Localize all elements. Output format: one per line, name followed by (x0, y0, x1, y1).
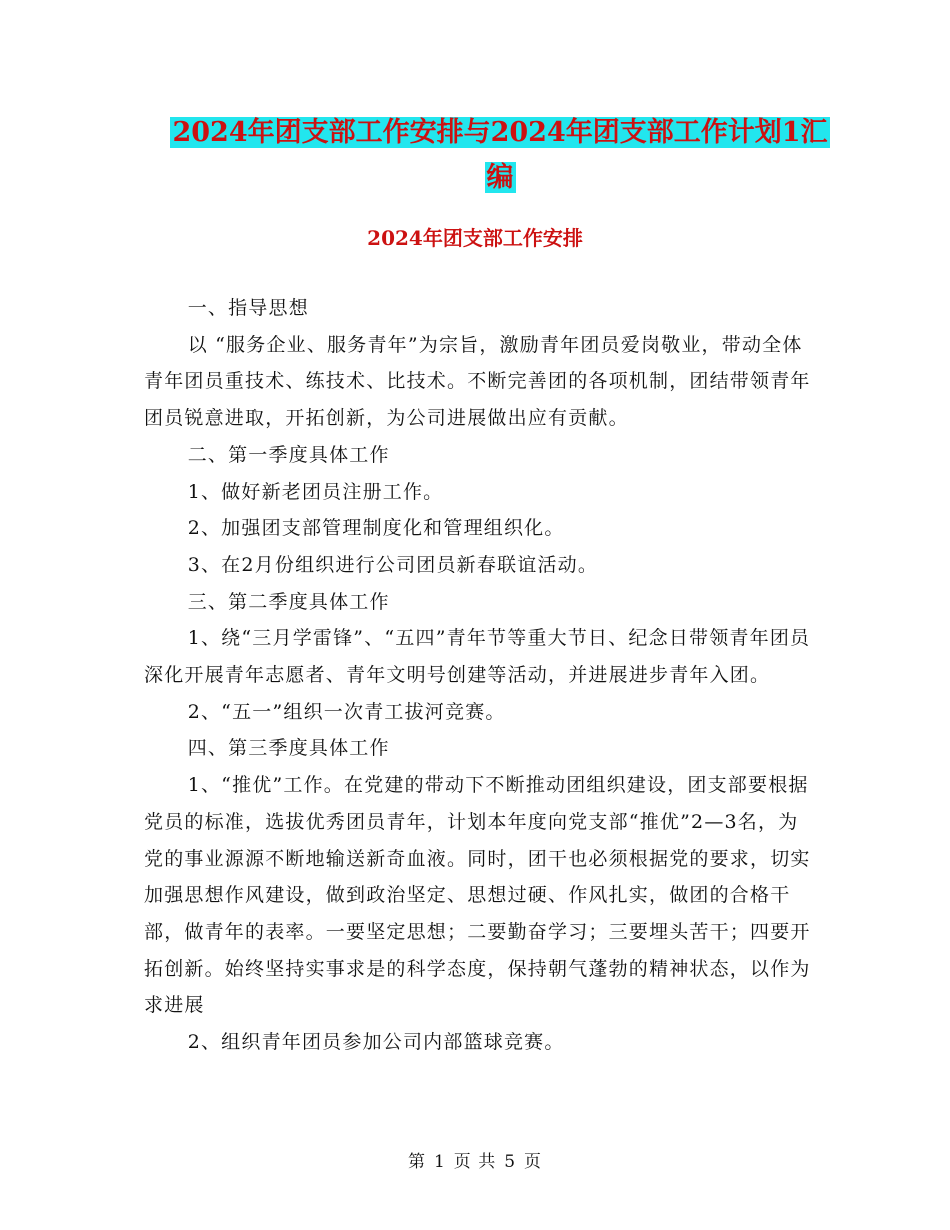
section-title: 2024年团支部工作安排 (367, 226, 583, 250)
footer-page-number: 1 (433, 1152, 446, 1172)
heading-q1-work: 二、第一季度具体工作 (187, 443, 390, 466)
list-item-q1-3: 3、在2月份组织进行公司团员新春联谊活动。 (187, 553, 599, 576)
footer-middle: 页 共 (453, 1152, 497, 1172)
list-item-q2-2: 2、“五一”组织一次青工拔河竞赛。 (187, 700, 506, 723)
document-title-line2: 编 (486, 162, 514, 193)
footer-suffix: 页 (524, 1152, 543, 1172)
heading-q3-work: 四、第三季度具体工作 (187, 737, 390, 760)
footer-total-pages: 5 (504, 1152, 517, 1172)
heading-guiding-ideology: 一、指导思想 (187, 297, 309, 319)
document-title (150, 110, 850, 200)
paragraph-guiding-ideology: 以 “服务企业、服务青年”为宗旨，激励青年团员爱岗敬业，带动全体青年团员重技术、练技术、比技术。不断完善团的各项机制，团结带领青年团员锐意进取，开拓创新，为公司进展做出应有贡献。 (144, 333, 811, 430)
page-footer (0, 1150, 950, 1174)
list-item-q1-2: 2、加强团支部管理制度化和管理组织化。 (187, 517, 565, 540)
list-item-q2-1: 1、绕“三月学雷锋”、“五四”青年节等重大节日、纪念日带领青年团员深化开展青年志愿者、青年文明号创建等活动，并进展进步青年入团。 (144, 627, 811, 687)
footer-prefix: 第 (407, 1152, 426, 1172)
heading-q2-work: 三、第二季度具体工作 (187, 590, 390, 613)
document-title-line1: 2024年团支部工作安排与2024年团支部工作计划1汇 (172, 117, 828, 148)
list-item-q3-2: 2、组织青年团员参加公司内部篮球竞赛。 (187, 1031, 565, 1054)
list-item-q3-1: 1、“推优”工作。在党建的带动下不断推动团组织建设，团支部要根据党员的标准，选拔优秀团员青年，计划本年度向党支部“推优”2—3名，为党的事业源源不断地输送新奇血液。同时，团干也必须根据党的要求，切实加强思想作风建设，做到政治坚定、思想过硬、作风扎实，做团的合格干部，做青年的表率。一要坚定思想；二要勤奋学习；三要埋头苦干；四要开拓创新。始终坚持实事求是的科学态度，保持朝气蓬勃的精神状态，以作为求进展 (144, 774, 811, 1017)
list-item-q1-1: 1、做好新老团员注册工作。 (187, 480, 444, 503)
document-body (144, 290, 814, 1061)
